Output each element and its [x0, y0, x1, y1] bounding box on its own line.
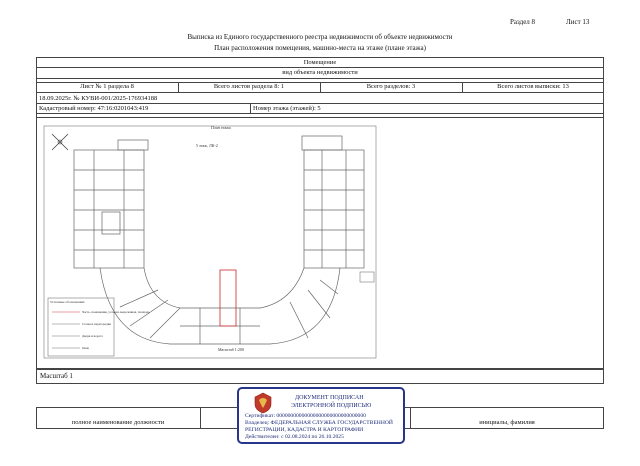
north-arrow-icon [52, 134, 68, 150]
object-caption: Помещение [303, 59, 337, 66]
e-signature-stamp [237, 387, 405, 444]
plan-scale-note: Масштаб 1:200 [218, 347, 244, 352]
plan-title: План этажа [211, 125, 231, 130]
date-number: 18.09.2025г. № КУВИ-001/2025-176934188 [39, 95, 158, 102]
floor-plan [40, 122, 380, 362]
emblem-icon [253, 392, 273, 414]
stamp-cert: Сертификат: 00000000000000000000000000000000 [245, 413, 366, 419]
position-caption: полное наименование должности [71, 419, 165, 426]
sheet-of-section: Лист № 1 раздела 8 [80, 83, 134, 90]
legend-title: Условные обозначения: [50, 300, 86, 304]
cadastral-number: Кадастровый номер: 47:16:0201043:419 [39, 105, 149, 112]
sheet-label: Лист 13 [566, 18, 590, 26]
stamp-valid: Действителен: с 02.08.2024 по 26.10.2025 [245, 434, 344, 440]
total-sheets-extract: Всего листов выписки: 13 [497, 83, 569, 90]
legend-item-2: Стены и перегородки [82, 322, 111, 326]
doc-subtitle: План расположения помещения, машино-места на этаже (плане этажа) [214, 44, 426, 52]
total-sheets-section: Всего листов раздела 8: 1 [213, 83, 285, 90]
legend-item-3: Двери и ворота [82, 334, 103, 338]
stamp-owner1: Владелец: ФЕДЕРАЛЬНАЯ СЛУЖБА ГОСУДАРСТВЕННОЙ [245, 420, 393, 426]
scale-label: Масштаб 1 [40, 372, 73, 380]
stamp-line2: ЭЛЕКТРОННОЙ ПОДПИСЬЮ [291, 403, 372, 409]
legend-item-4: Окна [82, 346, 89, 350]
doc-title: Выписка из Единого государственного реестра недвижимости об объекте недвижимости [187, 33, 453, 41]
stamp-owner2: РЕГИСТРАЦИИ, КАДАСТРА И КАРТОГРАФИИ [245, 427, 364, 433]
highlighted-room [220, 270, 236, 326]
legend-box [48, 298, 114, 356]
stamp-line1: ДОКУМЕНТ ПОДПИСАН [295, 395, 364, 401]
floor-label: 5 этаж, ЛК-2 [196, 143, 218, 148]
section-label: Раздел 8 [510, 18, 536, 26]
scale-row [36, 369, 604, 384]
initials-caption: инициалы, фамилия [479, 419, 535, 426]
floor-number: Номер этажа (этажей): 5 [253, 105, 321, 112]
object-type-caption: вид объекта недвижимости [282, 69, 358, 76]
right-wing [302, 136, 364, 268]
legend-item-1: Часть, помещения, условно выделенная, площадь [82, 310, 150, 314]
left-wing [74, 140, 148, 268]
total-sections: Всего разделов: 3 [366, 83, 416, 90]
